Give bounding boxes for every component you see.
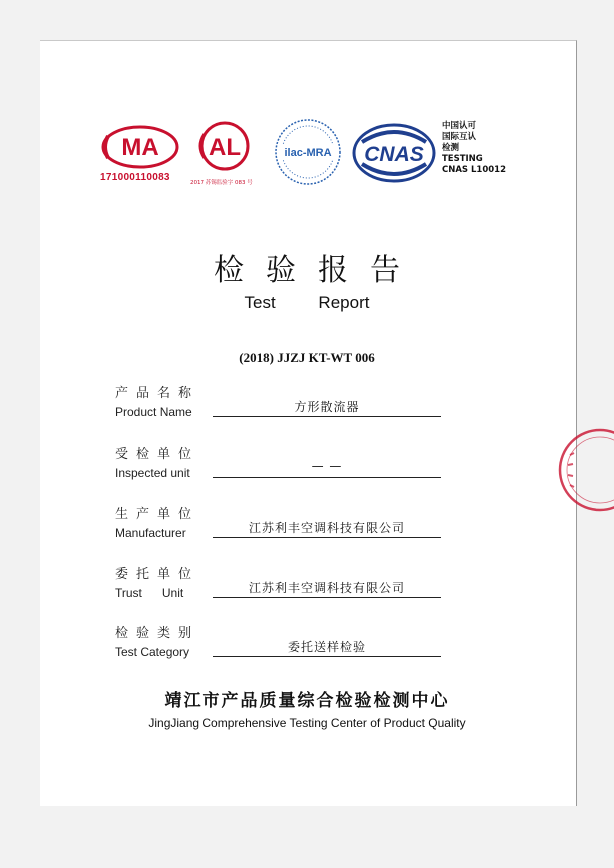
- field-manufacturer: [115, 503, 445, 540]
- field-label-cn: 检验类别: [115, 626, 200, 641]
- cnas-text-line: CNAS L10012: [442, 165, 506, 175]
- field-trust-unit: [115, 563, 445, 600]
- report-title-en: Test Report: [244, 293, 370, 312]
- field-label-en: Trust Unit: [115, 586, 184, 600]
- ilac-mra-logo: [273, 117, 343, 187]
- field-value: 江苏利丰空调科技有限公司: [248, 521, 405, 535]
- cal-mark-icon: [190, 120, 260, 172]
- field-label-cn: 受检单位: [115, 447, 200, 462]
- cnas-logo: [352, 122, 436, 184]
- field-inspected-unit: [115, 443, 445, 480]
- testing-center-name-cn: 靖江市产品质量综合检验检测中心: [164, 691, 450, 711]
- cma-number: 171000110083: [100, 172, 170, 183]
- field-underline: [213, 416, 441, 417]
- field-label-en: Manufacturer: [115, 526, 186, 540]
- field-label-en: Test Category: [115, 645, 190, 659]
- svg-text:CNAS: CNAS: [364, 143, 424, 166]
- field-label-en: Inspected unit: [115, 466, 190, 480]
- field-label-cn: 产品名称: [115, 386, 200, 401]
- svg-text:MA: MA: [121, 134, 159, 161]
- field-value: 江苏利丰空调科技有限公司: [248, 581, 405, 595]
- svg-text:AL: AL: [209, 134, 241, 161]
- report-title-cn: 检验报告: [214, 253, 422, 288]
- cnas-text-line: 中国认可: [442, 121, 477, 131]
- cnas-text-line: TESTING: [442, 154, 483, 164]
- field-test-category: [115, 622, 445, 659]
- cnas-text-line: 国际互认: [442, 132, 477, 142]
- cal-number: 2017 苏锡监验字 083 号: [190, 180, 253, 186]
- field-label-en: Product Name: [115, 405, 192, 419]
- field-label-cn: 生产单位: [115, 507, 200, 522]
- cnas-mark-icon: [352, 122, 436, 184]
- seal-stamp-icon: [552, 425, 614, 515]
- ilac-globe-icon: [273, 117, 343, 187]
- field-value: 委托送样检验: [287, 640, 366, 654]
- field-value: — —: [311, 459, 343, 473]
- report-number: (2018) JJZJ KT-WT 006: [239, 350, 375, 365]
- cal-logo: [190, 120, 260, 186]
- field-underline: [213, 477, 441, 478]
- field-label-cn: 委托单位: [115, 567, 200, 582]
- field-value: 方形散流器: [294, 400, 360, 414]
- cnas-accreditation-text: [442, 121, 506, 176]
- field-underline: [213, 597, 441, 598]
- cma-logo: [100, 124, 180, 183]
- cnas-text-line: 检测: [442, 143, 460, 153]
- svg-text:ilac-MRA: ilac-MRA: [284, 147, 332, 159]
- field-underline: [213, 656, 441, 657]
- field-underline: [213, 537, 441, 538]
- testing-center-name-en: JingJiang Comprehensive Testing Center of Product Quality: [148, 716, 466, 730]
- cma-mark-icon: [100, 124, 180, 170]
- field-product-name: [115, 382, 445, 419]
